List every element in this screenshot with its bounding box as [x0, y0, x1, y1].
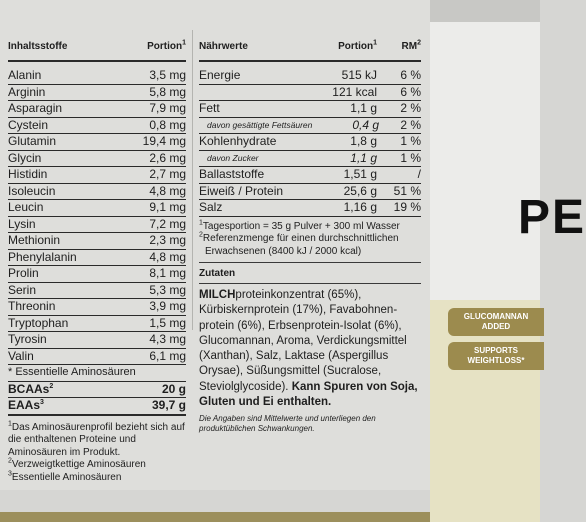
- nutrition-row: [199, 184, 421, 201]
- amino-name: Arginin: [8, 84, 46, 99]
- amino-value: 2,6 mg: [149, 150, 186, 165]
- amino-row: [8, 332, 186, 349]
- amino-row: [8, 118, 186, 135]
- amino-value: 7,9 mg: [149, 101, 186, 115]
- amino-name: Cystein: [8, 117, 49, 132]
- amino-row: [8, 167, 186, 184]
- amino-value: 6,1 mg: [149, 348, 186, 363]
- amino-row: [8, 134, 186, 151]
- amino-value: 19,4 mg: [142, 134, 186, 148]
- brand-text: PE: [518, 191, 586, 244]
- amino-row: [8, 299, 186, 316]
- amino-value: 5,3 mg: [149, 282, 186, 297]
- nutrient-value: 1,1 g: [350, 150, 377, 165]
- amino-value: 0,8 mg: [149, 117, 186, 132]
- nutrition-header-portion: Portion$^1$: [338, 39, 377, 52]
- nutrient-value: 1,51 g: [343, 167, 377, 181]
- nutrient-rm: 19 %: [393, 200, 421, 214]
- amino-footnote-3: $^3$Essentielle Aminosäuren: [8, 470, 122, 483]
- nutrition-table: [199, 34, 421, 434]
- nutrient-name: [199, 85, 307, 101]
- amino-row: [8, 266, 186, 283]
- amino-value: 7,2 mg: [149, 216, 186, 231]
- amino-acid-table: [8, 34, 186, 484]
- amino-name: Tryptophan: [8, 315, 69, 330]
- nutrition-row: [199, 85, 421, 102]
- amino-value: 8,1 mg: [149, 266, 186, 280]
- nutrient-value: 25,6 g: [343, 183, 377, 198]
- nutrient-name: davon Zucker: [207, 152, 259, 163]
- amino-name: Histidin: [8, 167, 48, 181]
- amino-value: 4,8 mg: [149, 183, 186, 198]
- nutrient-name: Kohlenhydrate: [199, 134, 277, 148]
- amino-row: [8, 85, 186, 102]
- ingredients-text: MILCHproteinkonzentrat (65%), Kürbiskernprotein (17%), Favabohnen-protein (6%), Erbsenprotein-Isolat (6%), Glucomannan, Aroma, Verdickungsmittel (Xanthan), Salz, Laktase (Aspergillus Orysae), Süßungsmittel (Sucralose, Steviolglycoside). Kann Spuren von Soja, Gluten und Ei enthalten.: [199, 289, 418, 409]
- nutrient-rm: 2 %: [400, 101, 421, 115]
- amino-name: Leucin: [8, 200, 44, 214]
- amino-row: [8, 68, 186, 85]
- nutrient-rm: 2 %: [400, 117, 421, 132]
- nutrient-rm: 51 %: [393, 183, 421, 198]
- nutrition-row: [199, 167, 421, 184]
- amino-name: Alanin: [8, 68, 42, 82]
- nutrient-rm: 6 %: [400, 68, 421, 82]
- amino-value: 1,5 mg: [149, 315, 186, 330]
- nutrition-header-rm: $RM^2$: [401, 39, 421, 52]
- ingredients-title: Zutaten: [199, 268, 236, 279]
- nutrition-table-header: [199, 34, 421, 60]
- nutrition-row: [199, 151, 421, 168]
- amino-value: 4,8 mg: [149, 249, 186, 264]
- amino-value: 9,1 mg: [149, 200, 186, 214]
- nutrition-row: [199, 118, 421, 135]
- amino-row: [8, 250, 186, 267]
- nutrition-row: [199, 101, 421, 118]
- nutrient-rm: 1 %: [400, 134, 421, 148]
- nutrient-value: 1,16 g: [343, 200, 377, 214]
- amino-table-header: [8, 34, 186, 60]
- footer-gold-bar: [0, 512, 450, 522]
- nutrient-name: Salz: [199, 200, 223, 214]
- nutrient-rm: /: [417, 167, 421, 181]
- amino-row: [8, 233, 186, 250]
- nutrient-value: 515 kJ: [341, 68, 377, 82]
- amino-name: Asparagin: [8, 101, 63, 115]
- amino-header-portion: Portion$^1$: [147, 39, 186, 52]
- nutrition-row: [199, 68, 421, 85]
- amino-row: [8, 184, 186, 201]
- nutrition-footnote-1: $^1$Tagesportion = 35 g Pulver + 300 ml Wasser: [199, 219, 400, 232]
- amino-header-name: Inhaltsstoffe: [8, 41, 68, 52]
- amino-name: Glycin: [8, 150, 42, 165]
- amino-name: Serin: [8, 282, 37, 297]
- amino-value: 5,8 mg: [149, 84, 186, 99]
- amino-value: 2,7 mg: [149, 167, 186, 181]
- nutrient-name: davon gesättigte Fettsäuren: [207, 119, 313, 130]
- amino-value: 2,3 mg: [149, 233, 186, 247]
- amino-row: [8, 200, 186, 217]
- amino-footnote-1: $^1$Das Aminosäurenprofil bezieht sich auf die enthaltenen Proteine und Aminosäuren im Produkt.: [8, 420, 185, 458]
- amino-value: 3,9 mg: [149, 299, 186, 313]
- weightloss-badge: SUPPORTS WEIGHTLOSS*: [448, 342, 544, 370]
- bcaa-row: BCAAs$^2$ 20 g: [8, 382, 186, 399]
- nutrition-header-name: Nährwerte: [199, 41, 248, 52]
- amino-name: Lysin: [8, 216, 36, 231]
- nutrition-row: [199, 200, 421, 217]
- nutrient-rm: 6 %: [400, 84, 421, 99]
- nutrient-name: Eiweiß / Protein: [199, 183, 284, 198]
- nutrient-name: Energie: [199, 68, 241, 82]
- eaa-row: EAAs$^3$ 39,7 g: [8, 398, 186, 416]
- amino-name: Prolin: [8, 266, 39, 280]
- nutrient-rm: 1 %: [400, 150, 421, 165]
- amino-row: [8, 101, 186, 118]
- amino-footnote-2: $^2$Verzweigtkettige Aminosäuren: [8, 457, 146, 470]
- amino-row: [8, 217, 186, 234]
- amino-name: Tyrosin: [8, 332, 47, 346]
- amino-value: 3,5 mg: [149, 68, 186, 82]
- nutrition-footnote-2: $^2$Referenzmenge für einen durchschnittlichen Erwachsenen (8400 kJ / 2000 kcal): [199, 231, 399, 257]
- amino-name: Valin: [8, 348, 34, 363]
- nutrient-name: Ballaststoffe: [199, 167, 265, 181]
- amino-row: [8, 316, 186, 333]
- ingredients-disclaimer: Die Angaben sind Mittelwerte und unterliegen den produktüblichen Schwankungen.: [199, 414, 376, 434]
- amino-name: Glutamin: [8, 134, 57, 148]
- essential-note: * Essentielle Aminosäuren: [8, 365, 186, 382]
- nutrient-name: Fett: [199, 101, 220, 115]
- amino-value: 4,3 mg: [149, 332, 186, 346]
- amino-name: Isoleucin: [8, 183, 56, 198]
- nutrition-row: [199, 134, 421, 151]
- nutrient-value: 0,4 g: [352, 117, 380, 132]
- nutrient-value: 121 kcal: [332, 84, 377, 99]
- nutrient-value: 1,1 g: [350, 101, 377, 115]
- amino-row: [8, 349, 186, 366]
- nutrient-value: 1,8 g: [350, 134, 377, 148]
- amino-row: [8, 151, 186, 168]
- amino-name: Threonin: [8, 299, 56, 313]
- amino-name: Phenylalanin: [8, 249, 77, 264]
- amino-row: [8, 283, 186, 300]
- glucomannan-badge: GLUCOMANNAN ADDED: [448, 308, 544, 336]
- product-bag-image: [430, 0, 586, 522]
- amino-name: Methionin: [8, 233, 61, 247]
